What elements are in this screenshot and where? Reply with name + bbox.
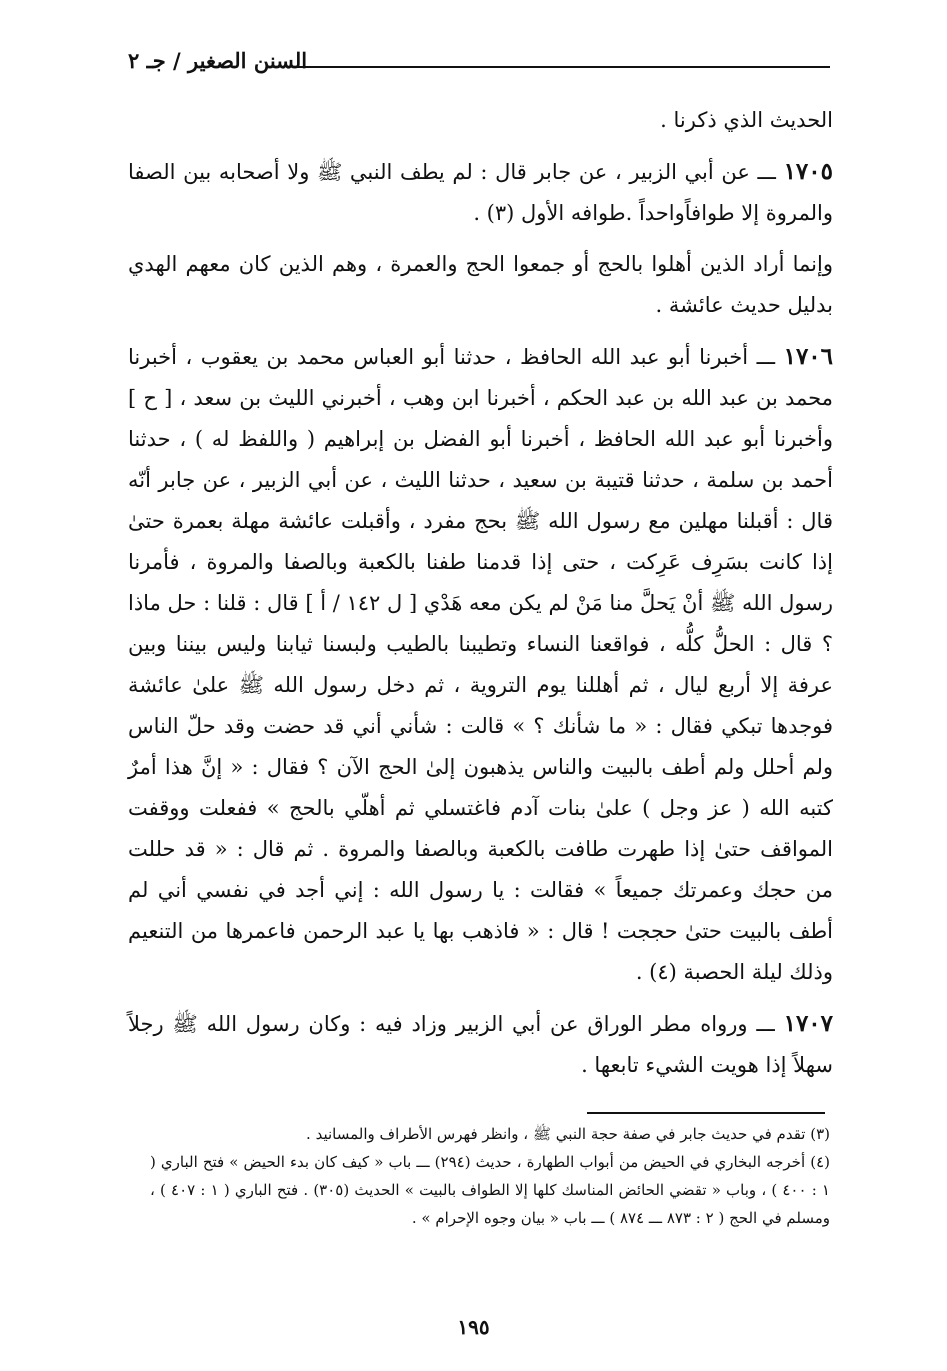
running-header — [128, 40, 830, 76]
main-text — [128, 100, 833, 1086]
page-number: ١٩٥ — [457, 1315, 490, 1339]
paragraph-text: الحديث الذي ذكرنا . — [660, 108, 833, 132]
header-title: السنن الصغير / جـ ٢ — [128, 48, 308, 73]
header-rule — [294, 66, 830, 68]
hadith-number: ١٧٠٦ — [783, 343, 834, 370]
paragraph-intro — [128, 100, 833, 141]
hadith-separator: ـــ — [748, 345, 784, 369]
footnote-3: (٣) تقدم في حديث جابر في صفة حجة النبي ﷺ ، وانظر فهرس الأطراف والمسانيد . — [306, 1125, 830, 1143]
hadith-text: ورواه مطر الوراق عن أبي الزبير وزاد فيه : وكان رسول الله ﷺ رجلاً سهلاً إذا هويت الشيء تابعها . — [128, 1012, 833, 1077]
hadith-1707 — [128, 1003, 833, 1086]
hadith-text: عن أبي الزبير ، عن جابر قال : لم يطف النبي ﷺ ولا أصحابه بين الصفا والمروة إلا طوافاًواحداً .طوافه الأول (٣) . — [128, 160, 833, 225]
hadith-1705 — [128, 151, 833, 234]
footnotes — [150, 1120, 830, 1232]
footnote-4: (٤) أخرجه البخاري في الحيض من أبواب الطهارة ، حديث (٢٩٤) ـــ باب « كيف كان بدء الحيض » فتح الباري ( ١ : ٤٠٠ ) ، وباب « تقضي الحائض المناسك كلها إلا الطواف بالبيت » الحديث (٣٠٥) . فتح الباري ( ١ : ٤٠٧ ) ، ومسلم في الحج ( ٢ : ٨٧٣ ـــ ٨٧٤ ) ـــ باب « بيان وجوه الإحرام » . — [150, 1153, 830, 1227]
commentary-paragraph — [128, 244, 833, 326]
hadith-number: ١٧٠٧ — [783, 1010, 834, 1037]
hadith-1706 — [128, 336, 833, 993]
footnote-rule — [587, 1112, 825, 1114]
paragraph-text: وإنما أراد الذين أهلوا بالحج أو جمعوا الحج والعمرة ، وهم الذين كان معهم الهدي بدليل حديث عائشة . — [128, 252, 833, 317]
hadith-separator: ـــ — [747, 1012, 784, 1036]
hadith-separator: ـــ — [749, 160, 784, 184]
hadith-number: ١٧٠٥ — [783, 158, 833, 185]
hadith-text: أخبرنا أبو عبد الله الحافظ ، حدثنا أبو العباس محمد بن يعقوب ، أخبرنا محمد بن عبد الله بن عبد الحكم ، أخبرنا ابن وهب ، أخبرني الليث بن سعد ، [ ح ] وأخبرنا أبو عبد الله الحافظ ، أخبرنا أبو الفضل بن إبراهيم ( واللفظ له ) ، حدثنا أحمد بن سلمة ، حدثنا قتيبة بن سعيد ، حدثنا الليث ، عن أبي الزبير ، عن جابر أنّه قال : أقبلنا مهلين مع رسول الله ﷺ بحج مفرد ، وأقبلت عائشة مهلة بعمرة حتىٰ إذا كانت بسَرِف عَرِكت ، حتى إذا قدمنا طفنا بالكعبة وبالصفا والمروة ، فأمرنا رسول الله ﷺ أنْ يَحلَّ منا مَنْ لم يكن معه هَدْي [ ل ١٤٢ / أ ] قال : قلنا : حل ماذا ؟ قال : الحلُّ كلُّه ، فواقعنا النساء وتطيبنا بالطيب ولبسنا ثيابنا وليس بيننا وبين عرفة إلا أربع ليال ، ثم أهللنا يوم التروية ، ثم دخل رسول الله ﷺ علىٰ عائشة فوجدها تبكي فقال : « ما شأنك ؟ » قالت : شأني أني قد حضت وقد حلّ الناس ولم أحلل ولم أطف بالبيت والناس يذهبون إلىٰ الحج الآن ؟ فقال : « إنَّ هذا أمرٌ كتبه الله ( عز وجل ) علىٰ بنات آدم فاغتسلي ثم أهلّي بالحج » ففعلت ووقفت المواقف حتىٰ إذا طهرت طافت بالكعبة وبالصفا والمروة . ثم قال : « قد حللت من حجك وعمرتك جميعاً » فقالت : يا رسول الله : إني أجد في نفسي أني لم أطف بالبيت حتىٰ حججت ! قال : « فاذهب بها يا عبد الرحمن فاعمرها من التنعيم وذلك ليلة الحصبة (٤) . — [128, 345, 833, 984]
